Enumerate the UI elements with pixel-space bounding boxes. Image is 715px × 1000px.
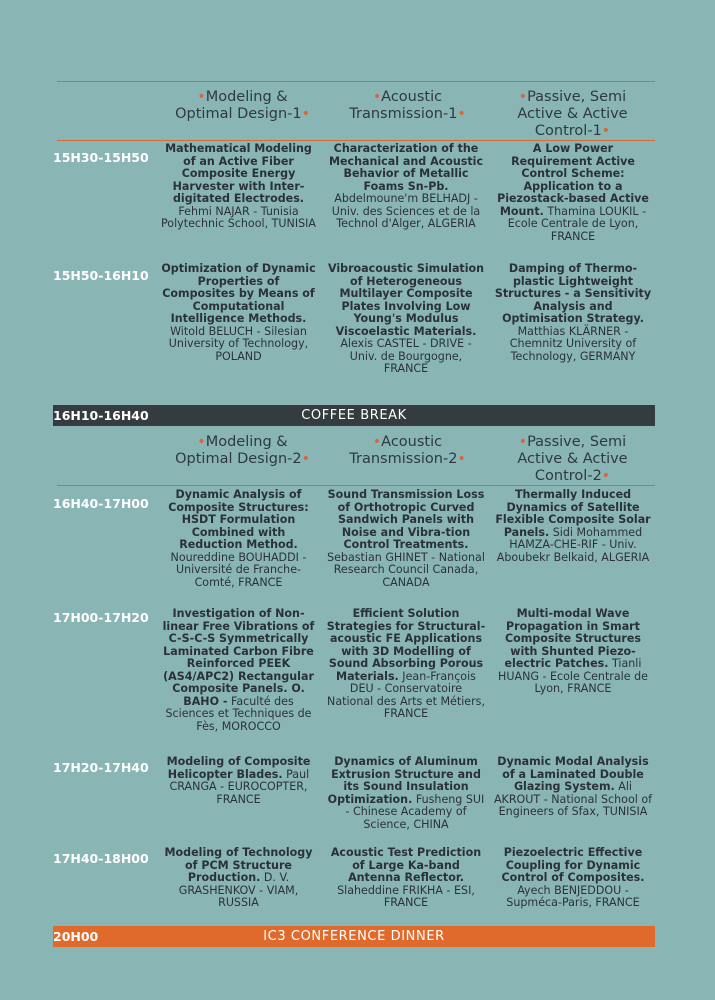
paper-cell: Sound Transmission Loss of Orthotropic Curved Sandwich Panels with Noise and Vibra-tion Control Treatments. Sebastian GHINET - National Research Council Canada, CANADA — [327, 488, 485, 589]
paper-cell: Modeling of Technology of PCM Structure Production. D. V. GRASHENKOV - VIAM, RUSSIA — [164, 846, 313, 909]
session1-header-divider — [57, 140, 655, 141]
column-header-control-2: •Passive, Semi Active & Active Control-2• — [517, 434, 628, 484]
time-slot: 17H40-18H00 — [53, 851, 149, 866]
dinner-time: 20H00 — [53, 929, 99, 944]
session2-header-divider — [57, 485, 655, 486]
time-slot: 17H20-17H40 — [53, 760, 149, 775]
time-slot: 15H50-16H10 — [53, 268, 149, 283]
time-slot: 16H40-17H00 — [53, 496, 149, 511]
column-header-acoustic-1: •Acoustic Transmission-1• — [349, 89, 466, 122]
paper-cell: Dynamic Modal Analysis of a Laminated Double Glazing System. Ali AKROUT - National School of Engineers of Sfax, TUNISIA — [493, 755, 653, 818]
paper-cell: Dynamics of Aluminum Extrusion Structure and its Sound Insulation Optimization. Fusheng SUI - Chinese Academy of Science, CHINA — [327, 755, 485, 831]
paper-cell: Piezoelectric Effective Coupling for Dynamic Control of Composites. Ayech BENJEDDOU - Supméca-Paris, FRANCE — [501, 846, 645, 909]
column-header-modeling-1: •Modeling & Optimal Design-1• — [175, 89, 310, 122]
paper-cell: Modeling of Composite Helicopter Blades. Paul CRANGA - EUROCOPTER, FRANCE — [166, 755, 311, 806]
paper-cell: Investigation of Non-linear Free Vibrations of C-S-C-S Symmetrically Laminated Carbon Fibre Reinforced PEEK (AS4/APC2) Rectangular Composite Panels. O. BAHO - Faculté des Sciences et Techniques de Fès, MOROCCO — [162, 607, 315, 733]
coffee-break-label: COFFEE BREAK — [301, 408, 407, 423]
column-header-acoustic-2: •Acoustic Transmission-2• — [349, 434, 466, 467]
column-header-control-1: •Passive, Semi Active & Active Control-1• — [517, 89, 628, 139]
paper-cell: Characterization of the Mechanical and Acoustic Behavior of Metallic Foams Sn-Pb. Abdelmoune'm BELHADJ - Univ. des Sciences et de la Technol d'Alger, ALGERIA — [328, 142, 484, 230]
paper-cell: Dynamic Analysis of Composite Structures: HSDT Formulation Combined with Reduction Method. Noureddine BOUHADDI - Université de Franche-Comté, FRANCE — [168, 488, 309, 589]
paper-cell: Efficient Solution Strategies for Structural-acoustic FE Applications with 3D Modelling of Sound Absorbing Porous Materials. Jean-François DEU - Conservatoire National des Arts et Métiers, FRANCE — [326, 607, 486, 720]
paper-cell: Acoustic Test Prediction of Large Ka-band Antenna Reflector. Slaheddine FRIKHA - ESI, FRANCE — [330, 846, 482, 909]
time-slot: 15H30-15H50 — [53, 150, 149, 165]
paper-cell: Multi-modal Wave Propagation in Smart Composite Structures with Shunted Piezo-electric Patches. Tianli HUANG - Ecole Centrale de Lyon, FRANCE — [498, 607, 648, 695]
paper-cell: Mathematical Modeling of an Active Fiber Composite Energy Harvester with Inter-digitated Electrodes. Fehmi NAJAR - Tunisia Polytechnic School, TUNISIA — [160, 142, 317, 230]
coffee-break-band — [53, 405, 655, 426]
time-slot: 17H00-17H20 — [53, 610, 149, 625]
dinner-label: IC3 CONFERENCE DINNER — [263, 929, 445, 944]
paper-cell: A Low Power Requirement Active Control Scheme: Application to a Piezostack-based Active Mount. Thamina LOUKIL - Ecole Centrale de Lyon, FRANCE — [497, 142, 649, 243]
coffee-break-time: 16H10-16H40 — [53, 408, 149, 423]
top-divider — [57, 81, 655, 82]
paper-cell: Damping of Thermo-plastic Lightweight Structures - a Sensitivity Analysis and Optimisation Strategy. Matthias KLÄRNER - Chemnitz University of Technology, GERMANY — [494, 262, 652, 363]
paper-cell: Vibroacoustic Simulation of Heterogeneous Multilayer Composite Plates Involving Low Young's Modulus Viscoelastic Materials. Alexis CASTEL - DRIVE - Univ. de Bourgogne, FRANCE — [327, 262, 485, 375]
dinner-band — [53, 926, 655, 947]
paper-cell: Optimization of Dynamic Properties of Composites by Means of Computational Intelligence Methods. Witold BELUCH - Silesian University of Technology, POLAND — [161, 262, 316, 363]
column-header-modeling-2: •Modeling & Optimal Design-2• — [175, 434, 310, 467]
paper-cell: Thermally Induced Dynamics of Satellite Flexible Composite Solar Panels. Sidi Mohammed HAMZA-CHE-RIF - Univ. Aboubekr Belkaid, ALGERIA — [495, 488, 651, 564]
